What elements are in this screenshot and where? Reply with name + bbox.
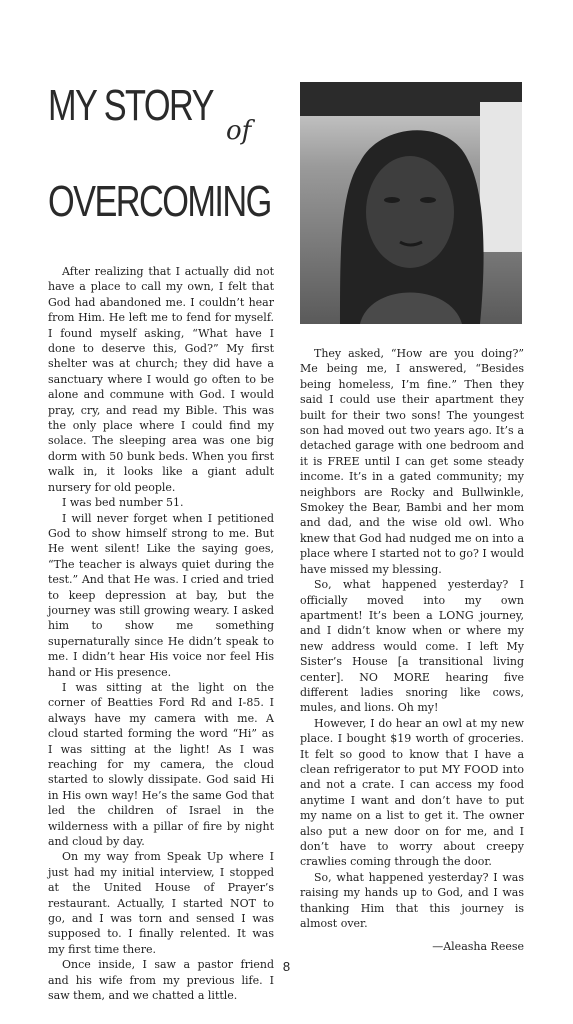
left-text-column bbox=[48, 264, 274, 1004]
paragraph: On my way from Speak Up where I just had my initial interview, I stopped at the United House of Prayer’s restaurant. Actually, I started NOT to go, and I was torn and sensed I was supposed to. I finally relented. It was my first time there. bbox=[48, 850, 274, 956]
paragraph: So, what happened yesterday? I was raising my hands up to God, and I was thanking Him that this journey is almost over. bbox=[300, 870, 524, 931]
paragraph: So, what happened yesterday? I officially moved into my own apartment! It’s been a LONG journey, and I didn’t know when or where my new address would come. I left My Sister’s House [a transitional living center]. NO MORE hearing five different ladies snoring like cows, mules, and lions. Oh my! bbox=[300, 578, 524, 715]
title-line-1: MY STORY bbox=[48, 81, 213, 130]
paragraph: Once inside, I saw a pastor friend and his wife from my previous life. I saw them, and we chatted a little. bbox=[48, 958, 274, 1003]
paragraph: After realizing that I actually did not have a place to call my own, I felt that God had abandoned me. I couldn’t hear from Him. He left me to fend for myself. I found myself asking, “What have I done to deserve this, God?” My first shelter was at church; they did have a sanctuary where I would go often to be alone and commune with God. I would pray, cry, and read my Bible. This was the only place where I could find my solace. The sleeping area was one big dorm with 50 bunk beds. When you first walk in, it looks like a giant adult nursery for old people. bbox=[48, 265, 274, 494]
right-text-column bbox=[300, 346, 524, 955]
portrait-photo-of-woman-icon bbox=[300, 82, 522, 324]
portrait-photo bbox=[300, 82, 522, 324]
paragraph: They asked, “How are you doing?” Me being me, I answered, “Besides being homeless, I’m fine.” Then they said I could use their apartment they built for their two sons! The youngest son had moved out two years ago. It’s a detached garage with one bedroom and it is FREE until I can get some steady income. It’s in a gated community; my neighbors are Rocky and Bullwinkle, Smokey the Bear, Bambi and her mom and dad, and the wise old owl. Who knew that God had nudged me on into a place where I started not to go? I would have missed my blessing. bbox=[300, 347, 524, 576]
paragraph: I was sitting at the light on the corner of Beatties Ford Rd and I-85. I always have my camera with me. A cloud started forming the word “Hi” as I was sitting at the light! As I was reaching for my camera, the cloud started to slowly dissipate. God said Hi in His own way! He’s the same God that led the children of Israel in the wilderness with a pillar of fire by night and cloud by day. bbox=[48, 680, 274, 849]
paragraph: However, I do hear an owl at my new place. I bought $19 worth of groceries. It felt so good to know that I have a clean refrigerator to put MY FOOD into and not a crate. I can access my food anytime I want and don’t have to put my name on a list to get it. The owner also put a new door on for me, and I don’t have to worry about creepy crawlies coming through the door. bbox=[300, 716, 524, 869]
article-title bbox=[48, 81, 288, 226]
title-line-2: OVERCOMING bbox=[48, 177, 271, 226]
paragraph: I will never forget when I petitioned God to show himself strong to me. But He went silent! Like the saying goes, “The teacher is always quiet during the test.” And that He was. I cried and tried to keep depression at bay, but the journey was still growing weary. I asked him to show me something supernaturally since He didn’t speak to me. I didn’t hear His voice nor feel His hand or His presence. bbox=[48, 511, 274, 679]
page-number: 8 bbox=[282, 959, 291, 974]
title-of: of bbox=[226, 116, 252, 146]
paragraph: I was bed number 51. bbox=[62, 496, 184, 510]
author-signature: —Aleasha Reese bbox=[432, 940, 524, 954]
